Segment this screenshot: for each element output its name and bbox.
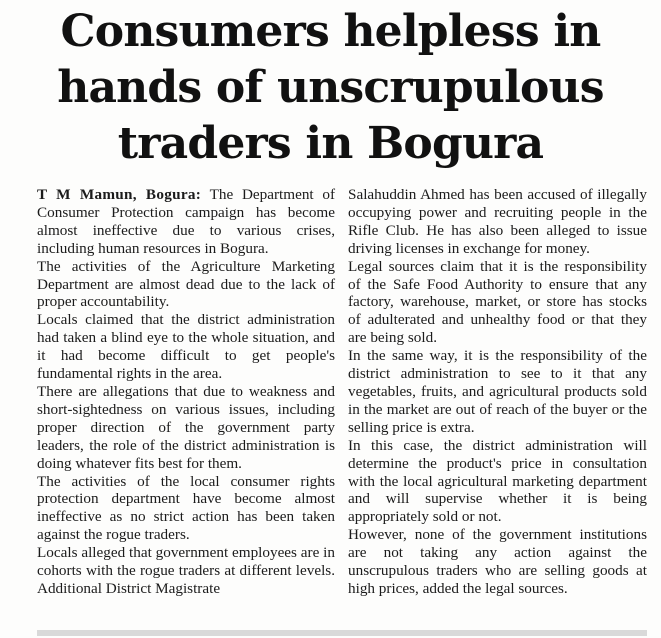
article-paragraph: Legal sources claim that it is the responsibility of the Safe Food Authority to ensure that any factory, warehouse, market, or store has stocks of adulterated and unhealthy food or that they are being sold. [348,257,647,347]
article-column-left [37,186,335,598]
article-paragraph: The activities of the local consumer rights protection department have become almost ineffective as no strict action has been taken against the rogue traders. [37,472,335,544]
byline: T M Mamun, Bogura: [37,186,202,203]
bottom-divider [37,630,647,636]
article-paragraph: Locals claimed that the district administration had taken a blind eye to the whole situation, and it had become difficult to get people's fundamental rights in the area. [37,311,335,383]
article-paragraph: However, none of the government institutions are not taking any action against the unscrupulous traders who are selling goods at high prices, added the legal sources. [348,526,647,597]
headline-line-3: traders in Bogura [117,118,544,169]
headline-line-1: Consumers helpless in [60,6,601,57]
article-paragraph: There are allegations that due to weakness and short-sightedness on various issues, including proper direction of the government party leaders, the role of the district administration is doing whatever fits best for them. [37,382,335,472]
article-paragraph: In the same way, it is the responsibility of the district administration to see to it that any vegetables, fruits, and agricultural products sold in the market are out of reach of the buyer or the selling price is extra. [348,347,647,436]
article-paragraph [37,186,335,258]
paragraph-text: The Department of Consumer Protection campaign has become almost ineffective due to various crises, including human resources in Bogura. [37,186,336,257]
headline-line-2: hands of unscrupulous [57,62,604,113]
article-paragraph: Salahuddin Ahmed has been accused of illegally occupying power and recruiting people in the Rifle Club. He has also been alleged to issue driving licenses in exchange for money. [348,186,647,257]
article-column-right [348,186,647,598]
article-paragraph: The activities of the Agriculture Marketing Department are almost dead due to the lack of proper accountability. [37,257,335,311]
article-paragraph: In this case, the district administration will determine the product's price in consultation with the local agricultural marketing department and will supervise whether it is being appropriately sold or not. [348,436,647,526]
article-headline [20,4,641,172]
article-paragraph: Locals alleged that government employees are in cohorts with the rogue traders at different levels. Additional District Magistrate [37,544,335,597]
